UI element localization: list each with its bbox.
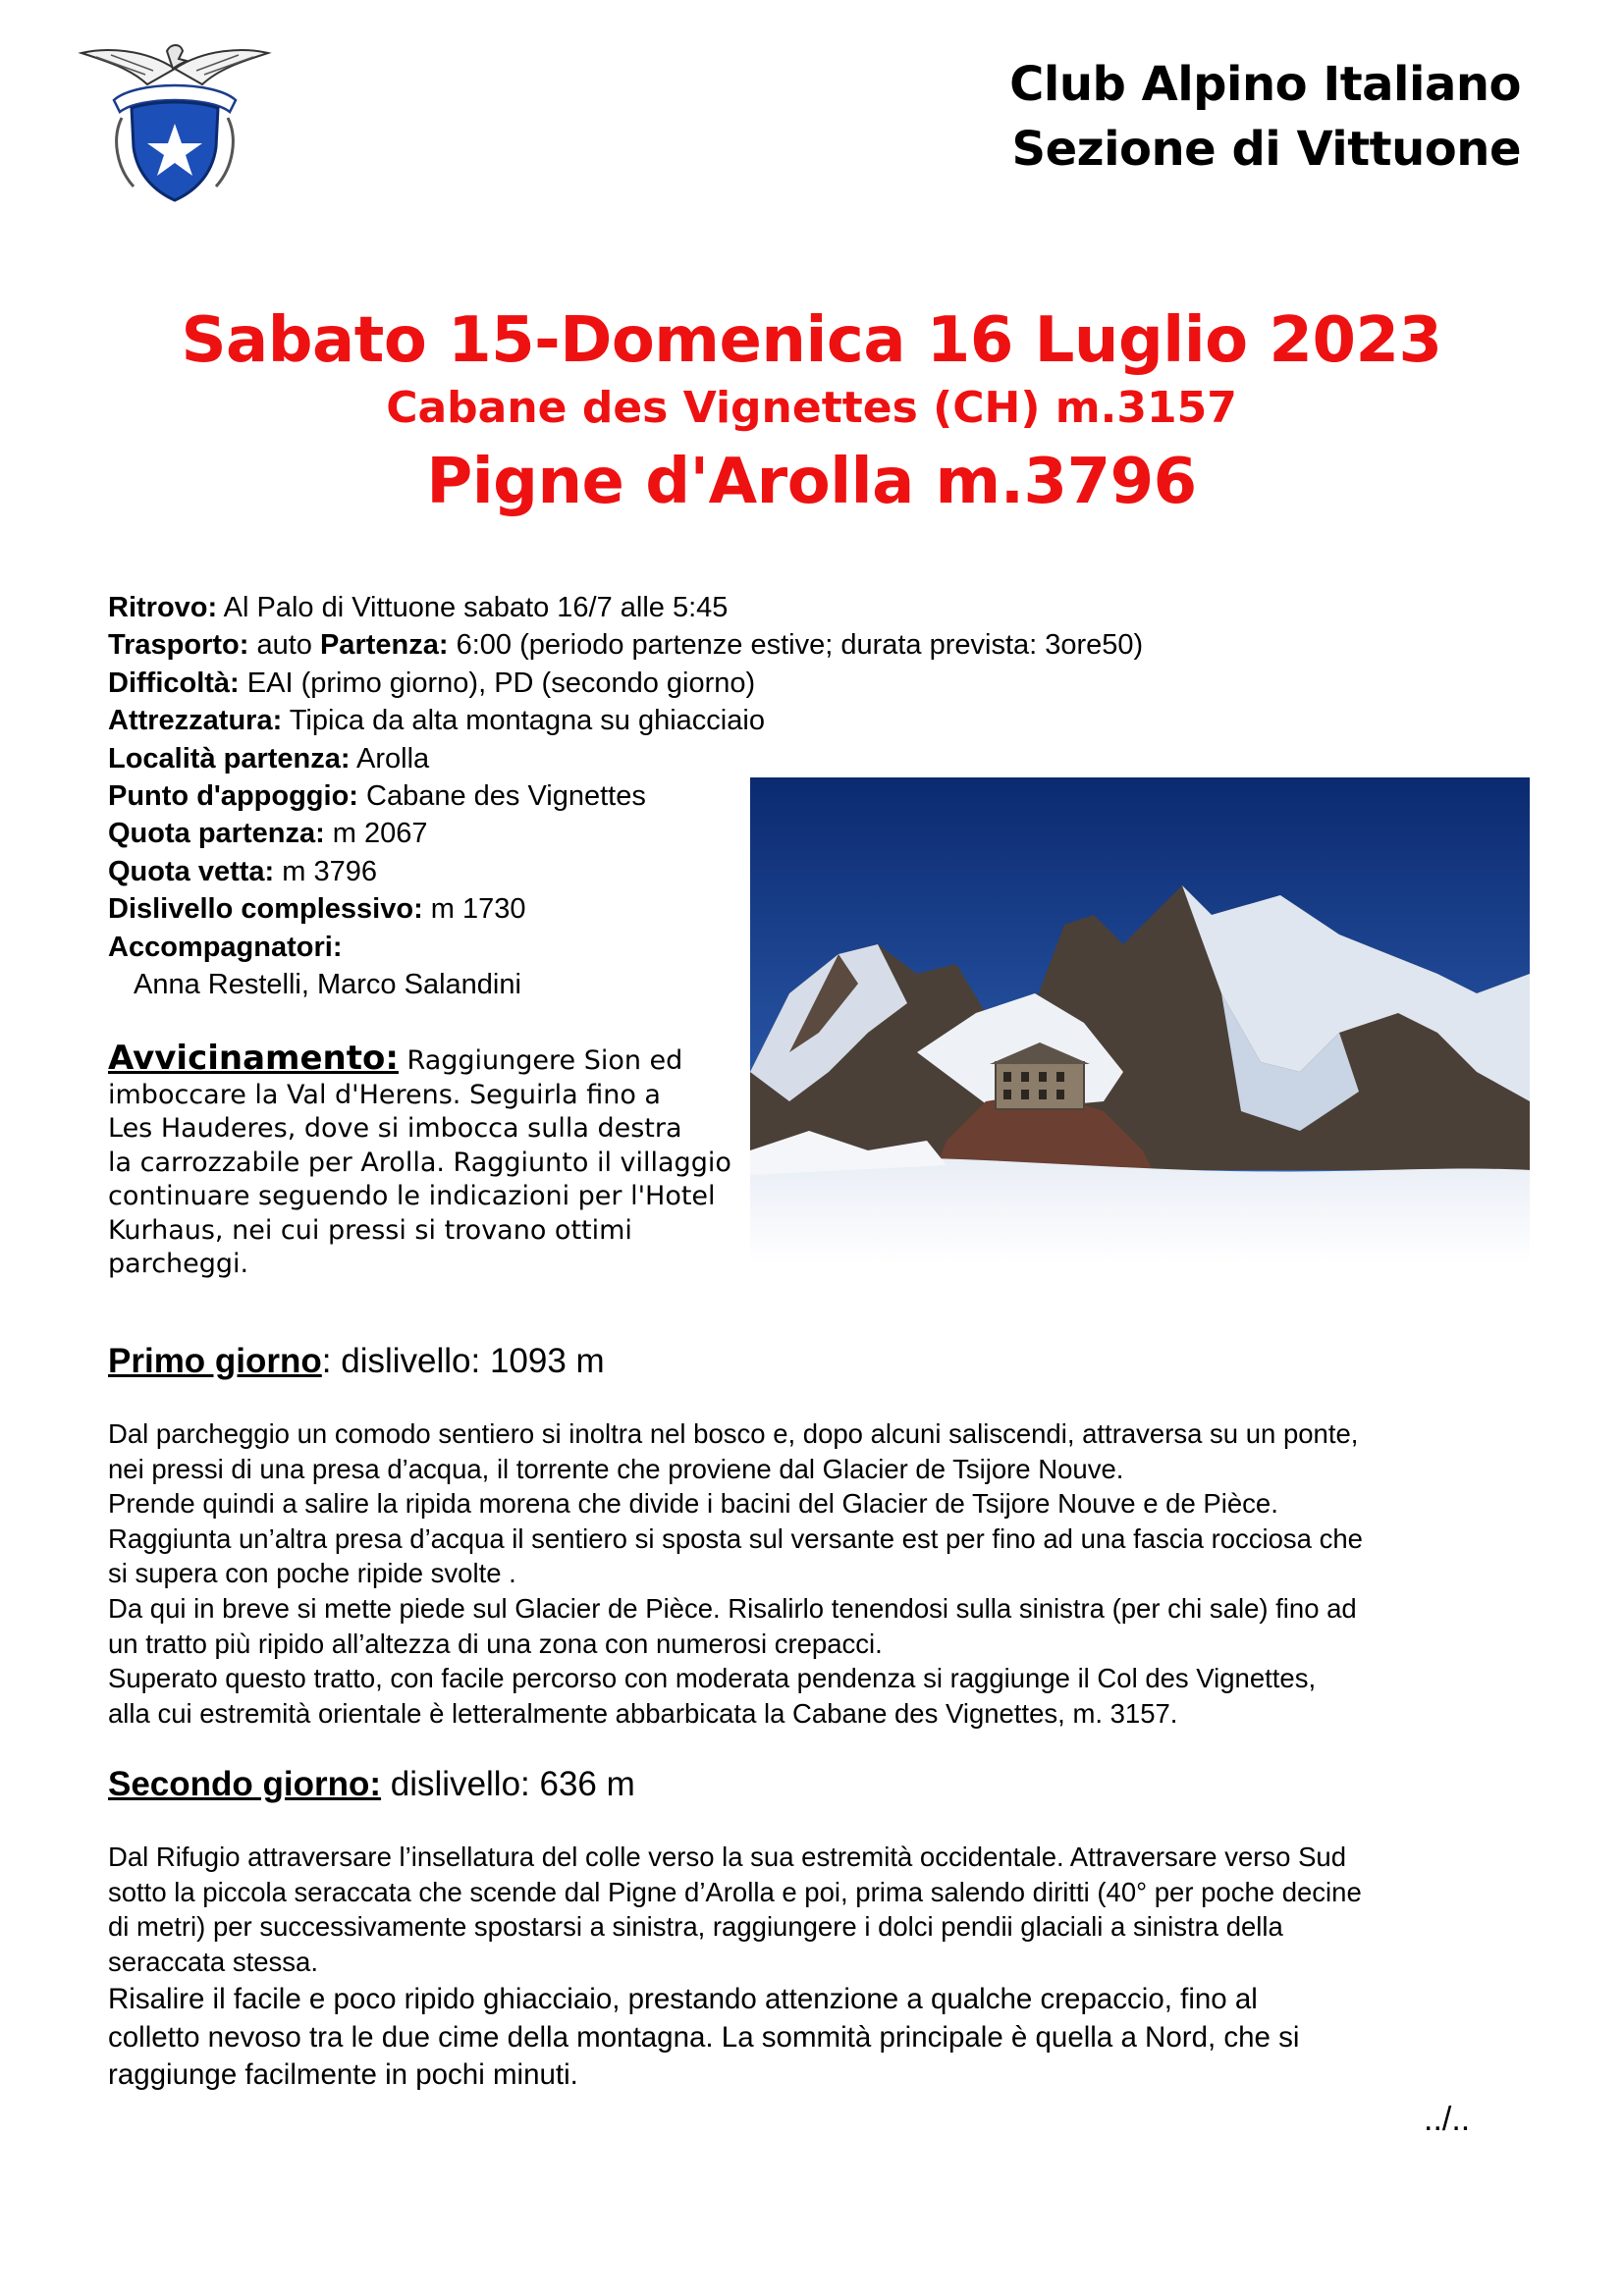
day2-line: sotto la piccola seraccata che scende dal Pigne d’Arolla e poi, prima salendo diritti (40° per poche decine [108, 1876, 1362, 1907]
fact-total-elevation: Dislivello complessivo: m 1730 [108, 893, 526, 926]
approach-line: la carrozzabile per Arolla. Raggiunto il villaggio [108, 1147, 731, 1178]
day1-line: Superato questo tratto, con facile percorso con moderata pendenza si raggiunge il Col des Vignettes, [108, 1663, 1317, 1694]
day2-line: Risalire il facile e poco ripido ghiacciaio, prestando attenzione a qualche crepaccio, fino al [108, 1983, 1258, 2015]
day2-line: raggiunge facilmente in pochi minuti. [108, 2058, 578, 2091]
fact-equipment: Attrezzatura: Tipica da alta montagna su ghiacciaio [108, 705, 765, 737]
approach-line: continuare seguendo le indicazioni per l'Hotel [108, 1181, 716, 1211]
day1-line: Raggiunta un’altra presa d’acqua il sentiero si sposta sul versante est per fino ad una fascia rocciosa che [108, 1522, 1363, 1554]
approach-line: Kurhaus, nei cui pressi si trovano ottimi [108, 1214, 632, 1246]
event-date-title: Sabato 15-Domenica 16 Luglio 2023 [181, 304, 1442, 377]
fact-base: Punto d'appoggio: Cabane des Vignettes [108, 780, 646, 813]
mountain-hut-photo [750, 777, 1530, 1264]
continue-mark: ../.. [1424, 2101, 1471, 2138]
club-section-name: Sezione di Vittuone [1011, 122, 1521, 177]
day1-heading-row: Primo giorno: dislivello: 1093 m [108, 1342, 605, 1380]
approach-first-line: Avvicinamento: Raggiungere Sion ed [108, 1039, 683, 1078]
approach-section [108, 1041, 736, 1282]
day1-line: un tratto più ripido all’altezza di una zona con numerosi crepacci. [108, 1628, 883, 1659]
fact-start-altitude: Quota partenza: m 2067 [108, 818, 428, 850]
fact-start-location: Località partenza: Arolla [108, 742, 430, 774]
approach-line: imboccare la Val d'Herens. Seguirla fino a [108, 1079, 661, 1110]
day1-line: alla cui estremità orientale è letteralmente abbarbicata la Cabane des Vignettes, m. 3157. [108, 1697, 1178, 1729]
day1-line: nei pressi di una presa d’acqua, il torrente che proviene dal Glacier de Tsijore Nouve. [108, 1453, 1124, 1484]
day2-line: seraccata stessa. [108, 1946, 318, 1977]
approach-line: Les Hauderes, dove si imbocca sulla destra [108, 1113, 682, 1144]
fact-leaders: Anna Restelli, Marco Salandini [134, 969, 521, 1001]
day2-line: colletto nevoso tra le due cime della montagna. La sommità principale è quella a Nord, che si [108, 2020, 1300, 2054]
day2-line: di metri) per successivamente spostarsi a sinistra, raggiungere i dolci pendii glaciali a sinistra della [108, 1911, 1283, 1943]
day1-description [108, 1416, 1532, 1731]
mountain-photo-icon [750, 777, 1530, 1264]
fact-transport: Trasporto: auto Partenza: 6:00 (periodo partenze estive; durata prevista: 3ore50) [108, 629, 1144, 662]
approach-heading: Avvicinamento: [108, 1039, 399, 1078]
fact-difficulty: Difficoltà: EAI (primo giorno), PD (secondo giorno) [108, 667, 756, 699]
event-hut-title: Cabane des Vignettes (CH) m.3157 [386, 383, 1237, 433]
day2-description-summit [108, 1981, 1532, 2095]
day1-heading: Primo giorno [108, 1342, 322, 1380]
day2-heading: Secondo giorno: [108, 1765, 382, 1803]
cai-eagle-shield-logo-icon [77, 39, 273, 206]
day1-line: Prende quindi a salire la ripida morena che divide i bacini del Glacier de Tsijore Nouve e de Pièce. [108, 1488, 1278, 1520]
day2-line: Dal Rifugio attraversare l’insellatura del colle verso la sua estremità occidentale. Attraversare verso Sud [108, 1842, 1347, 1872]
day1-line: si supera con poche ripide svolte . [108, 1558, 516, 1589]
day1-elevation: dislivello: 1093 m [331, 1342, 605, 1380]
fact-meeting: Ritrovo: Al Palo di Vittuone sabato 16/7 alle 5:45 [108, 592, 729, 623]
fact-leaders-label: Accompagnatori: [108, 931, 343, 963]
approach-line: parcheggi. [108, 1249, 249, 1279]
day2-heading-row [108, 1765, 635, 1804]
cai-logo [77, 39, 273, 206]
day2-description [108, 1840, 1532, 1979]
club-name: Club Alpino Italiano [1009, 57, 1521, 112]
event-peak-title: Pigne d'Arolla m.3796 [426, 446, 1197, 518]
day1-line: Da qui in breve si mette piede sul Glacier de Pièce. Risalirlo tenendosi sulla sinistra (per chi sale) fino ad [108, 1592, 1357, 1624]
day1-line: Dal parcheggio un comodo sentiero si inoltra nel bosco e, dopo alcuni saliscendi, attraversa su un ponte, [108, 1418, 1359, 1449]
day2-elevation: dislivello: 636 m [381, 1765, 635, 1803]
fact-summit-altitude: Quota vetta: m 3796 [108, 855, 377, 887]
